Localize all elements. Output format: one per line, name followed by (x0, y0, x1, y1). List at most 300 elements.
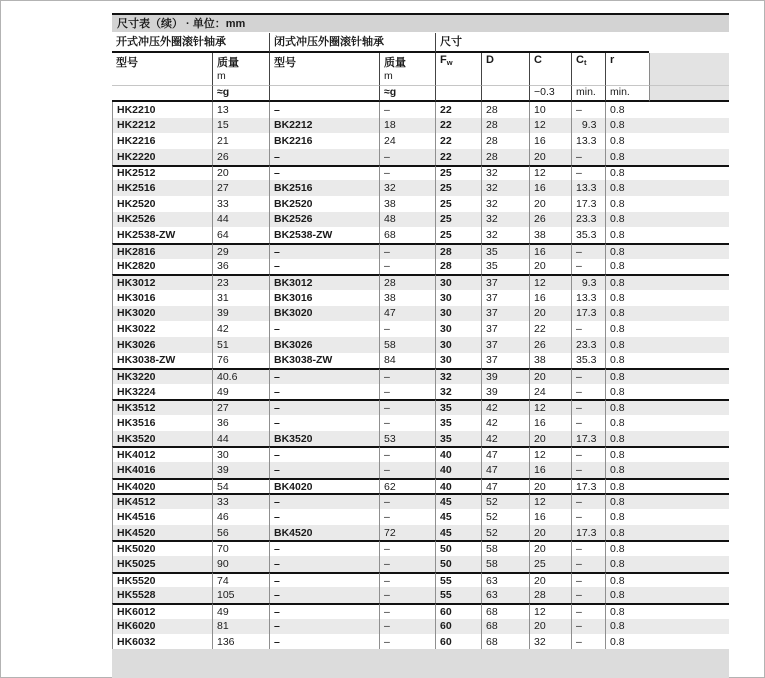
cell-mass_closed: – (379, 149, 435, 165)
row-filler (649, 478, 729, 494)
cell-d: 39 (481, 368, 529, 384)
cell-d: 32 (481, 212, 529, 228)
cell-fw: 30 (435, 321, 481, 337)
cell-model_open: HK2512 (112, 165, 212, 181)
cell-d: 63 (481, 587, 529, 603)
cell-model_closed: – (269, 149, 379, 165)
row-filler (649, 243, 729, 259)
cell-d: 32 (481, 227, 529, 243)
cell-model_closed: – (269, 446, 379, 462)
cell-model_open: HK2538-ZW (112, 227, 212, 243)
cell-model_open: HK3038-ZW (112, 353, 212, 369)
cell-fw: 45 (435, 509, 481, 525)
cell-model_open: HK2516 (112, 180, 212, 196)
row-filler (649, 180, 729, 196)
col-label: C (576, 54, 584, 66)
col-c (529, 53, 571, 85)
cell-fw: 22 (435, 102, 481, 118)
cell-model_open: HK5025 (112, 556, 212, 572)
row-filler (649, 384, 729, 400)
cell-ct: 35.3 (571, 353, 605, 369)
cell-c: 12 (529, 118, 571, 134)
cell-r: 0.8 (605, 212, 649, 228)
cell-r: 0.8 (605, 227, 649, 243)
cell-fw: 40 (435, 462, 481, 478)
cell-c: 12 (529, 274, 571, 290)
cell-fw: 45 (435, 525, 481, 541)
cell-ct: 17.3 (571, 478, 605, 494)
cell-r: 0.8 (605, 478, 649, 494)
cell-ct: – (571, 149, 605, 165)
cell-c: 10 (529, 102, 571, 118)
cell-r: 0.8 (605, 165, 649, 181)
column-header-row (112, 53, 729, 85)
row-filler (649, 540, 729, 556)
col-label: 质量 (217, 57, 239, 69)
cell-c: 16 (529, 509, 571, 525)
col-spacer (649, 53, 729, 85)
cell-d: 42 (481, 431, 529, 447)
table-row (112, 212, 729, 228)
cell-ct: 17.3 (571, 306, 605, 322)
cell-fw: 25 (435, 196, 481, 212)
cell-d: 63 (481, 572, 529, 588)
cell-mass_open: 105 (212, 587, 269, 603)
cell-model_open: HK2520 (112, 196, 212, 212)
cell-d: 37 (481, 274, 529, 290)
cell-model_closed: BK3026 (269, 337, 379, 353)
cell-model_open: HK5520 (112, 572, 212, 588)
table-row (112, 274, 729, 290)
col-subscript: t (583, 58, 587, 67)
cell-r: 0.8 (605, 446, 649, 462)
cell-mass_closed: – (379, 399, 435, 415)
cell-mass_closed: 28 (379, 274, 435, 290)
cell-d: 52 (481, 509, 529, 525)
col-label: C (534, 54, 542, 66)
cell-mass_closed: – (379, 415, 435, 431)
sub-model-closed (269, 85, 379, 102)
cell-mass_closed: 24 (379, 133, 435, 149)
cell-model_closed: – (269, 493, 379, 509)
group-header-closed-type: 闭式冲压外圈滚针轴承 (269, 33, 435, 53)
cell-model_open: HK4012 (112, 446, 212, 462)
table-row (112, 384, 729, 400)
cell-c: 20 (529, 478, 571, 494)
cell-mass_closed: 38 (379, 290, 435, 306)
cell-ct: – (571, 415, 605, 431)
cell-d: 28 (481, 102, 529, 118)
cell-model_open: HK3520 (112, 431, 212, 447)
table-row (112, 603, 729, 619)
cell-fw: 50 (435, 556, 481, 572)
row-filler (649, 587, 729, 603)
cell-r: 0.8 (605, 102, 649, 118)
cell-fw: 28 (435, 259, 481, 275)
cell-mass_open: 23 (212, 274, 269, 290)
cell-model_open: HK6020 (112, 619, 212, 635)
cell-c: 20 (529, 619, 571, 635)
cell-c: 22 (529, 321, 571, 337)
cell-model_closed: BK3020 (269, 306, 379, 322)
row-filler (649, 603, 729, 619)
col-label: 质量 (384, 57, 406, 69)
cell-fw: 25 (435, 227, 481, 243)
cell-mass_open: 136 (212, 634, 269, 650)
cell-c: 20 (529, 259, 571, 275)
cell-model_open: HK3224 (112, 384, 212, 400)
table-row (112, 133, 729, 149)
row-filler (649, 619, 729, 635)
cell-fw: 22 (435, 149, 481, 165)
cell-mass_closed: 48 (379, 212, 435, 228)
group-header-open-type: 开式冲压外圈滚针轴承 (112, 33, 269, 53)
row-filler (649, 493, 729, 509)
cell-d: 37 (481, 290, 529, 306)
col-fw (435, 53, 481, 85)
cell-model_closed: – (269, 368, 379, 384)
cell-r: 0.8 (605, 196, 649, 212)
table-row (112, 556, 729, 572)
cell-fw: 40 (435, 446, 481, 462)
row-filler (649, 415, 729, 431)
table-row (112, 368, 729, 384)
cell-ct: – (571, 399, 605, 415)
cell-model_open: HK3220 (112, 368, 212, 384)
cell-c: 16 (529, 133, 571, 149)
sub-ct-min: min. (571, 85, 605, 102)
cell-ct: – (571, 384, 605, 400)
cell-model_open: HK5020 (112, 540, 212, 556)
cell-fw: 25 (435, 212, 481, 228)
cell-model_open: HK4516 (112, 509, 212, 525)
cell-ct: 35.3 (571, 227, 605, 243)
cell-fw: 35 (435, 431, 481, 447)
cell-r: 0.8 (605, 274, 649, 290)
col-mass-closed (379, 53, 435, 85)
cell-mass_open: 44 (212, 212, 269, 228)
cell-mass_closed: 53 (379, 431, 435, 447)
cell-mass_open: 20 (212, 165, 269, 181)
table-row (112, 259, 729, 275)
cell-mass_closed: – (379, 446, 435, 462)
cell-mass_closed: – (379, 587, 435, 603)
row-filler (649, 212, 729, 228)
row-filler (649, 353, 729, 369)
table-row (112, 634, 729, 650)
cell-mass_open: 44 (212, 431, 269, 447)
table-row (112, 446, 729, 462)
cell-ct: – (571, 572, 605, 588)
group-header-spacer (649, 33, 729, 53)
cell-mass_closed: – (379, 384, 435, 400)
cell-r: 0.8 (605, 399, 649, 415)
cell-fw: 35 (435, 399, 481, 415)
cell-fw: 55 (435, 587, 481, 603)
row-filler (649, 368, 729, 384)
cell-ct: 9.3 (571, 274, 605, 290)
cell-model_closed: – (269, 243, 379, 259)
cell-d: 37 (481, 353, 529, 369)
cell-r: 0.8 (605, 368, 649, 384)
group-header-row (112, 33, 729, 53)
cell-r: 0.8 (605, 384, 649, 400)
cell-c: 12 (529, 446, 571, 462)
cell-c: 12 (529, 165, 571, 181)
cell-r: 0.8 (605, 118, 649, 134)
cell-mass_open: 36 (212, 415, 269, 431)
cell-d: 58 (481, 556, 529, 572)
cell-ct: 23.3 (571, 212, 605, 228)
cell-mass_closed: – (379, 493, 435, 509)
cell-r: 0.8 (605, 415, 649, 431)
group-header-dimensions: 尺寸 (435, 33, 649, 53)
cell-r: 0.8 (605, 259, 649, 275)
cell-model_open: HK2220 (112, 149, 212, 165)
row-filler (649, 462, 729, 478)
cell-fw: 32 (435, 384, 481, 400)
cell-model_open: HK2212 (112, 118, 212, 134)
cell-ct: 13.3 (571, 180, 605, 196)
cell-model_open: HK3012 (112, 274, 212, 290)
cell-ct: – (571, 368, 605, 384)
cell-mass_open: 31 (212, 290, 269, 306)
table-row (112, 478, 729, 494)
cell-ct: – (571, 603, 605, 619)
cell-fw: 30 (435, 274, 481, 290)
cell-c: 20 (529, 306, 571, 322)
row-filler (649, 290, 729, 306)
cell-mass_open: 33 (212, 493, 269, 509)
cell-d: 37 (481, 321, 529, 337)
cell-mass_open: 29 (212, 243, 269, 259)
cell-c: 32 (529, 634, 571, 650)
cell-model_open: HK3512 (112, 399, 212, 415)
cell-c: 16 (529, 180, 571, 196)
cell-d: 35 (481, 243, 529, 259)
table-row (112, 493, 729, 509)
cell-ct: – (571, 243, 605, 259)
row-filler (649, 102, 729, 118)
cell-c: 38 (529, 227, 571, 243)
cell-mass_closed: – (379, 634, 435, 650)
table-row (112, 509, 729, 525)
cell-model_closed: – (269, 165, 379, 181)
cell-d: 39 (481, 384, 529, 400)
cell-model_open: HK5528 (112, 587, 212, 603)
cell-mass_closed: – (379, 603, 435, 619)
cell-d: 32 (481, 180, 529, 196)
cell-mass_closed: – (379, 102, 435, 118)
cell-mass_closed: 72 (379, 525, 435, 541)
cell-ct: – (571, 619, 605, 635)
cell-r: 0.8 (605, 603, 649, 619)
cell-ct: – (571, 259, 605, 275)
cell-c: 12 (529, 493, 571, 509)
cell-d: 47 (481, 478, 529, 494)
cell-mass_open: 36 (212, 259, 269, 275)
cell-fw: 22 (435, 118, 481, 134)
cell-fw: 30 (435, 306, 481, 322)
cell-mass_open: 51 (212, 337, 269, 353)
table-row (112, 462, 729, 478)
table-row (112, 165, 729, 181)
cell-model_open: HK2816 (112, 243, 212, 259)
sub-c-tolerance: −0.3 (529, 85, 571, 102)
sub-fw (435, 85, 481, 102)
cell-c: 16 (529, 243, 571, 259)
col-subscript: w (446, 58, 453, 67)
cell-c: 38 (529, 353, 571, 369)
cell-mass_closed: – (379, 619, 435, 635)
cell-ct: – (571, 509, 605, 525)
cell-model_closed: BK3012 (269, 274, 379, 290)
row-filler (649, 634, 729, 650)
row-filler (649, 337, 729, 353)
cell-mass_closed: 84 (379, 353, 435, 369)
row-filler (649, 525, 729, 541)
table-row (112, 180, 729, 196)
row-filler (649, 509, 729, 525)
cell-d: 28 (481, 133, 529, 149)
row-filler (649, 274, 729, 290)
cell-ct: 9.3 (571, 118, 605, 134)
cell-ct: – (571, 493, 605, 509)
cell-ct: – (571, 321, 605, 337)
row-filler (649, 399, 729, 415)
cell-model_closed: BK2526 (269, 212, 379, 228)
cell-c: 12 (529, 603, 571, 619)
cell-model_closed: – (269, 415, 379, 431)
row-filler (649, 306, 729, 322)
table-row (112, 118, 729, 134)
cell-c: 20 (529, 540, 571, 556)
row-filler (649, 149, 729, 165)
cell-fw: 50 (435, 540, 481, 556)
cell-mass_closed: – (379, 509, 435, 525)
cell-r: 0.8 (605, 149, 649, 165)
row-filler (649, 259, 729, 275)
row-filler (649, 446, 729, 462)
cell-r: 0.8 (605, 180, 649, 196)
cell-c: 16 (529, 462, 571, 478)
table-row (112, 572, 729, 588)
col-model-open (112, 53, 212, 85)
cell-model_closed: BK3038-ZW (269, 353, 379, 369)
cell-fw: 40 (435, 478, 481, 494)
cell-model_closed: BK2516 (269, 180, 379, 196)
sub-mass-open: ≈g (212, 85, 269, 102)
row-filler (649, 196, 729, 212)
cell-mass_open: 56 (212, 525, 269, 541)
col-d (481, 53, 529, 85)
cell-mass_closed: – (379, 540, 435, 556)
cell-r: 0.8 (605, 353, 649, 369)
cell-d: 42 (481, 415, 529, 431)
table-row (112, 525, 729, 541)
cell-d: 52 (481, 525, 529, 541)
cell-mass_open: 42 (212, 321, 269, 337)
cell-ct: 23.3 (571, 337, 605, 353)
cell-mass_closed: 62 (379, 478, 435, 494)
cell-mass_closed: 68 (379, 227, 435, 243)
cell-r: 0.8 (605, 462, 649, 478)
cell-fw: 25 (435, 165, 481, 181)
cell-model_open: HK4020 (112, 478, 212, 494)
cell-r: 0.8 (605, 587, 649, 603)
cell-mass_open: 40.6 (212, 368, 269, 384)
cell-mass_open: 33 (212, 196, 269, 212)
cell-model_closed: – (269, 556, 379, 572)
cell-model_open: HK3016 (112, 290, 212, 306)
sub-model-open (112, 85, 212, 102)
row-filler (649, 556, 729, 572)
cell-fw: 55 (435, 572, 481, 588)
cell-model_closed: – (269, 572, 379, 588)
cell-fw: 28 (435, 243, 481, 259)
cell-model_open: HK4520 (112, 525, 212, 541)
cell-c: 26 (529, 212, 571, 228)
cell-c: 28 (529, 587, 571, 603)
row-filler (649, 133, 729, 149)
table-row (112, 399, 729, 415)
cell-r: 0.8 (605, 321, 649, 337)
cell-r: 0.8 (605, 556, 649, 572)
cell-mass_closed: – (379, 321, 435, 337)
col-mass-open (212, 53, 269, 85)
cell-model_open: HK6032 (112, 634, 212, 650)
table-body (112, 102, 729, 650)
cell-fw: 32 (435, 368, 481, 384)
row-filler (649, 431, 729, 447)
cell-ct: – (571, 634, 605, 650)
cell-mass_open: 64 (212, 227, 269, 243)
cell-c: 24 (529, 384, 571, 400)
cell-model_closed: BK4520 (269, 525, 379, 541)
cell-model_open: HK2820 (112, 259, 212, 275)
cell-model_closed: BK2538-ZW (269, 227, 379, 243)
cell-model_open: HK2210 (112, 102, 212, 118)
cell-d: 32 (481, 165, 529, 181)
cell-mass_closed: – (379, 259, 435, 275)
cell-ct: 13.3 (571, 290, 605, 306)
col-label: F (440, 54, 447, 66)
table-row (112, 587, 729, 603)
cell-mass_open: 46 (212, 509, 269, 525)
cell-mass_open: 26 (212, 149, 269, 165)
cell-c: 20 (529, 431, 571, 447)
table-row (112, 149, 729, 165)
cell-fw: 30 (435, 337, 481, 353)
cell-ct: 17.3 (571, 525, 605, 541)
cell-fw: 25 (435, 180, 481, 196)
cell-model_open: HK3020 (112, 306, 212, 322)
mass-symbol: m (384, 70, 393, 82)
sub-r-min: min. (605, 85, 649, 102)
cell-model_closed: – (269, 634, 379, 650)
cell-d: 37 (481, 306, 529, 322)
cell-mass_open: 49 (212, 384, 269, 400)
cell-ct: – (571, 102, 605, 118)
cell-mass_open: 39 (212, 306, 269, 322)
cell-d: 52 (481, 493, 529, 509)
cell-fw: 30 (435, 353, 481, 369)
cell-d: 47 (481, 446, 529, 462)
cell-model_open: HK4016 (112, 462, 212, 478)
table-title: 尺寸表（续） · 单位：mm (112, 13, 729, 32)
cell-model_open: HK3022 (112, 321, 212, 337)
cell-d: 35 (481, 259, 529, 275)
